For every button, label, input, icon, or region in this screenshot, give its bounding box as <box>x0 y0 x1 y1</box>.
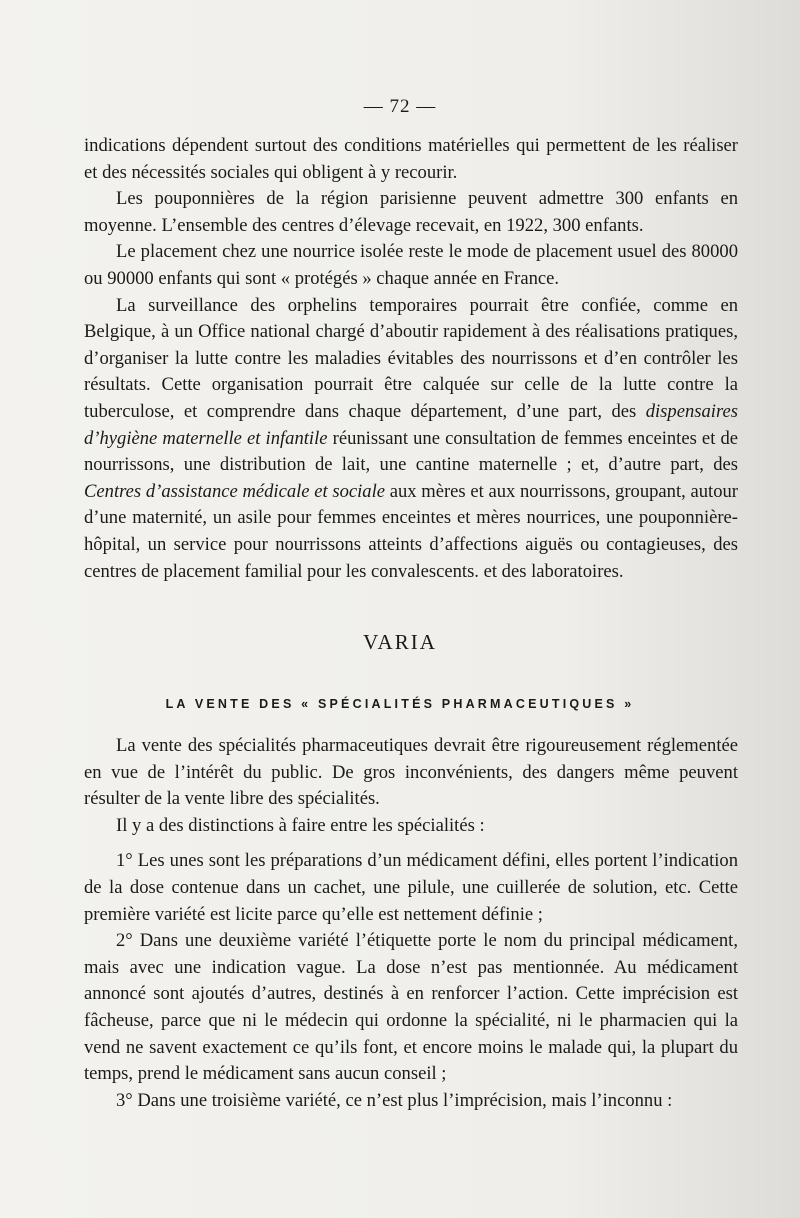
paragraph: Il y a des distinctions à faire entre les spécialités : <box>116 814 485 836</box>
intro-text <box>84 133 738 585</box>
varia-text <box>84 733 738 1114</box>
list-item: 3° Dans une troisième variété, ce n’est plus l’imprécision, mais l’inconnu : <box>116 1089 673 1111</box>
italic-term: Centres d’assistance médicale et sociale <box>84 480 386 502</box>
paragraph: Le placement chez une nourrice isolée reste le mode de placement usuel des 80000 ou 90000 enfants qui sont « protégés » chaque année en France. <box>84 241 738 289</box>
subsection-title: LA VENTE DES « SPÉCIALITÉS PHARMACEUTIQUES » <box>165 697 635 711</box>
section-title: VARIA <box>363 630 437 654</box>
paragraph-surveillance <box>84 293 738 586</box>
page-number: — 72 — <box>363 96 437 117</box>
italic-term: dispensaires d’hygiène maternelle et infantile <box>84 400 738 449</box>
paragraph-text: La surveillance des orphelins temporaires pourrait être confiée, comme en Belgique, à un Office national chargé d’aboutir rapidement à des réalisations pratiques, d’organiser la lutte contre les maladies évitables des nourrissons et d’en contrôler les résultats. Cette organisation pourrait être calquée sur celle de la lutte contre la tuberculose, et comprendre dans chaque département, d’une part, des <box>84 294 738 422</box>
paragraph-text: réunissant une consultation de femmes enceintes et de nourrissons, une distribution de lait, une cantine maternelle ; et, d’autre part, des <box>84 427 739 476</box>
paragraph: Les pouponnières de la région parisienne peuvent admettre 300 enfants en moyenne. L’ensemble des centres d’élevage recevait, en 1922, 300 enfants. <box>84 188 738 236</box>
paragraph-text: aux mères et aux nourrissons, groupant, autour d’une maternité, un asile pour femmes enceintes et mères nourrices, une pouponnière-hôpital, un service pour nourrissons atteints d’affections aiguës ou contagieuses, des centres de placement familial pour les convalescents. et des laboratoires. <box>84 480 738 582</box>
list-item: 1° Les unes sont les préparations d’un médicament défini, elles portent l’indication de la dose contenue dans un cachet, une pilule, une cuillerée de solution, etc. Cette première variété est licite parce qu’elle est nettement définie ; <box>84 850 738 925</box>
paragraph: indications dépendent surtout des conditions matérielles qui permettent de les réaliser et des nécessités sociales qui obligent à y recourir. <box>84 135 738 183</box>
list-item: 2° Dans une deuxième variété l’étiquette porte le nom du principal médicament, mais avec une indication vague. La dose n’est pas mentionnée. Au médicament annoncé sont ajoutés d’autres, destinés à en renforcer l’action. Cette imprécision est fâcheuse, parce que ni le médecin qui ordonne la spécialité, ni le pharmacien qui la vend ne savent exactement ce qu’ils font, et encore moins le malade qui, la plupart du temps, prend le médicament sans aucun conseil ; <box>84 930 738 1085</box>
paragraph: La vente des spécialités pharmaceutiques devrait être rigoureusement réglementée en vue de l’intérêt du public. De gros inconvénients, des dangers même peuvent résulter de la vente libre des spécialités. <box>84 735 738 810</box>
